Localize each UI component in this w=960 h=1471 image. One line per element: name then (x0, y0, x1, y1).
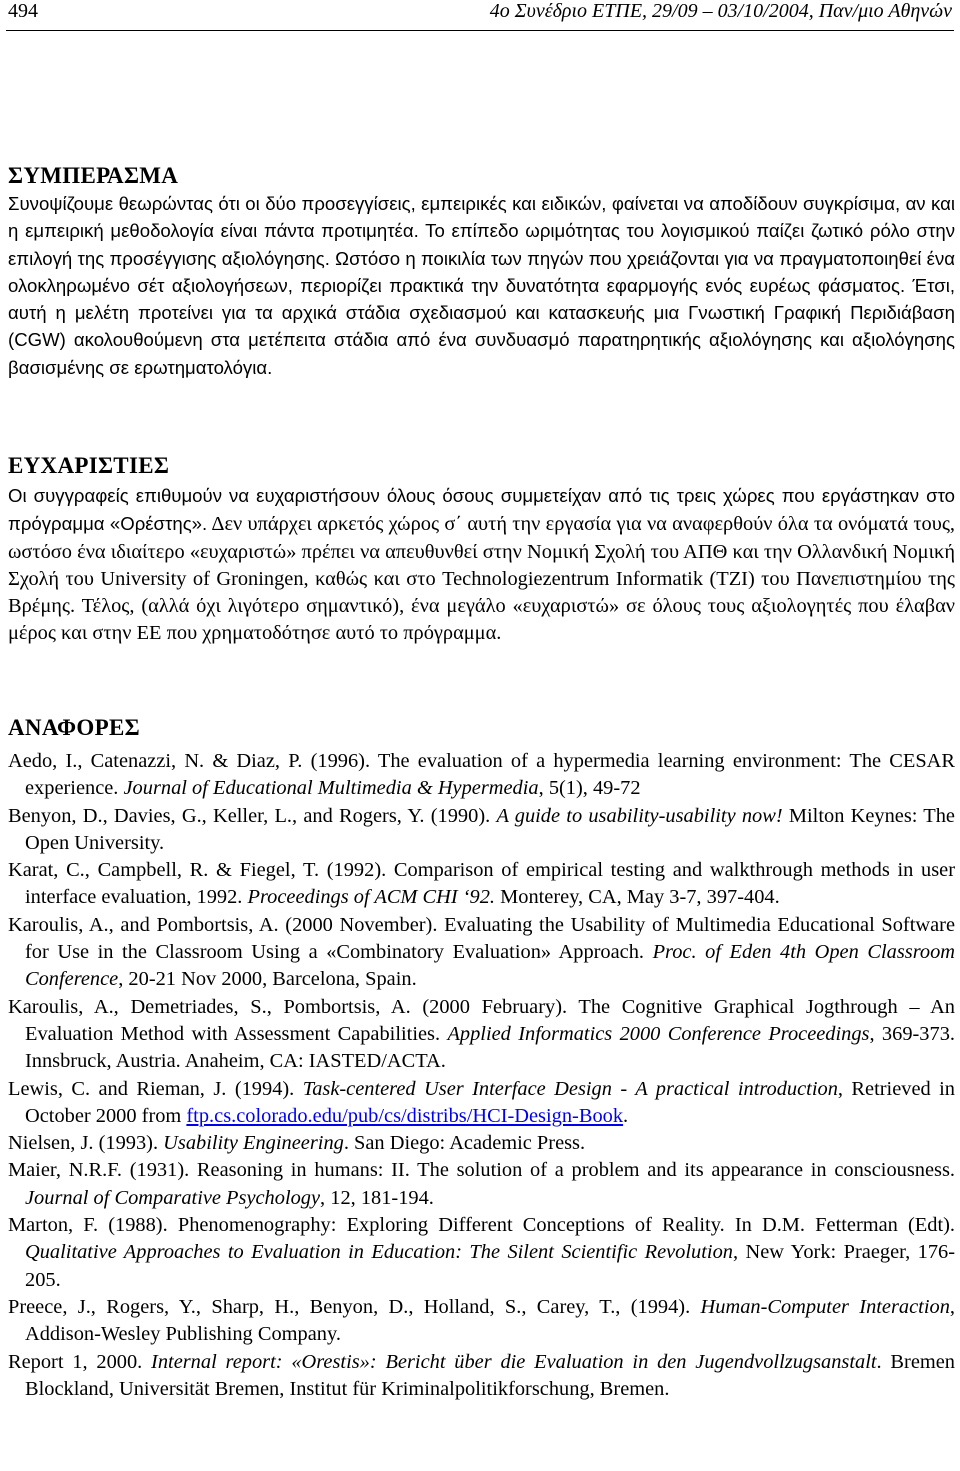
acknowledgements-sentence-2: Δεν υπάρχει αρκετός χώρος σ΄ αυτή την εργασία για να αναφερθούν όλα τα ονόματά τους, ωστόσο ένα ιδιαίτερο «ευχαριστώ» πρέπει να απευθυνθεί στην Νομική Σχολή του ΑΠΘ και την Ολλανδική Νομική Σχολή του University of Groningen, καθώς και στο Technologiezentrum Informatik (TZI) του Πανεπιστημίου της Βρέμης. Τέλος, (αλλά όχι λιγότερο σημαντικό), ένα μεγάλο «ευχαριστώ» σε όλους τους αξιολογητές που έλαβαν μέρος και στην ΕΕ που χρηματοδότησε αυτό το πρόγραμμα. (8, 513, 956, 645)
reference-item (8, 994, 955, 1076)
acknowledgements-section (8, 452, 955, 648)
reference-item (8, 912, 955, 994)
header-rule (6, 30, 954, 31)
reference-text: Lewis, C. and Rieman, J. (1994). (8, 1077, 303, 1100)
reference-text: Karoulis, A., Demetriades, S., Pombortsis, A. (2000 February). The Cognitive Graphical Jogthrough – An Evaluation Method with Assessment Capabilities. (8, 995, 955, 1045)
reference-source: Usability Engineering (163, 1132, 344, 1155)
reference-item (8, 748, 955, 803)
references-section (8, 714, 955, 1403)
reference-item (8, 1157, 955, 1212)
reference-source: Qualitative Approaches to Evaluation in Education: The Silent Scientific Revolution (25, 1241, 733, 1264)
conclusion-section (8, 162, 955, 381)
reference-item (8, 1130, 955, 1157)
acknowledgements-sentence-1: Οι συγγραφείς επιθυμούν να ευχαριστήσουν όλους όσους συμμετείχαν από τις τρεις χώρες που εργάστηκαν στο πρόγραμμα «Ορέστης». (8, 485, 955, 535)
reference-url-link[interactable]: ftp.cs.colorado.edu/pub/cs/distribs/HCI-Design-Book (186, 1104, 624, 1127)
reference-source: Journal of Educational Multimedia & Hypermedia (123, 777, 539, 800)
reference-source: Journal of Comparative Psychology (25, 1186, 321, 1209)
reference-item (8, 1212, 955, 1294)
reference-source: Applied Informatics 2000 Conference Proceedings (447, 1022, 870, 1045)
acknowledgements-heading: ΕΥΧΑΡΙΣΤΙΕΣ (8, 453, 170, 478)
reference-details: . Bremen Blockland, Universität Bremen, Institut für Kriminalpolitikforschung, Bremen. (25, 1350, 955, 1400)
reference-item (8, 1294, 955, 1349)
reference-source: Internal report: «Orestis»: Bericht über die Evaluation in den Jugendvollzugsanstalt (151, 1350, 877, 1373)
reference-text: Marton, F. (1988). Phenomenography: Exploring Different Conceptions of Reality. In D.M. Fetterman (Edt). (8, 1214, 955, 1237)
reference-details: , 369-373. Innsbruck, Austria. Anaheim, CA: IASTED/ACTA. (25, 1022, 955, 1073)
reference-text: Nielsen, J. (1993). (8, 1132, 164, 1155)
reference-details: . San Diego: Academic Press. (343, 1132, 586, 1155)
conclusion-heading: ΣΥΜΠΕΡΑΣΜΑ (8, 163, 179, 188)
reference-source: Proceedings of ACM CHI ‘92. (247, 886, 496, 909)
reference-details: , New York: Praeger, 176-205. (25, 1241, 956, 1291)
reference-details: , Addison-Wesley Publishing Company. (25, 1295, 955, 1346)
reference-text: Maier, N.R.F. (1931). Reasoning in humans: II. The solution of a problem and its appearance in consciousness. (8, 1159, 955, 1182)
reference-end: . (623, 1104, 629, 1127)
reference-text: Karoulis, A., and Pombortsis, A. (2000 November). Evaluating the Usability of Multimedia Educational Software for Use in the Classroom Using a «Combinatory Evaluation» Approach. (8, 913, 955, 964)
running-title: 4ο Συνέδριο ΕΤΠΕ, 29/09 – 03/10/2004, Παν/μιο Αθηνών (489, 0, 952, 22)
reference-details: Monterey, CA, May 3-7, 397-404. (495, 886, 780, 909)
reference-details: , 12, 181-194. (320, 1186, 434, 1209)
reference-source: Proc. of Eden 4th Open Classroom Conference (25, 941, 955, 991)
reference-text: Karat, C., Campbell, R. & Fiegel, T. (1992). Comparison of empirical testing and walkthrough methods in user interface evaluation, 1992. (8, 859, 955, 909)
reference-item (8, 803, 955, 858)
reference-source: Human-Computer Interaction (700, 1295, 950, 1318)
reference-text: Preece, J., Rogers, Y., Sharp, H., Benyon, D., Holland, S., Carey, T., (1994). (8, 1295, 701, 1318)
reference-text: Report 1, 2000. (8, 1350, 152, 1373)
page-header (0, 0, 960, 36)
acknowledgements-paragraph (8, 482, 955, 648)
references-heading: ΑΝΑΦΟΡΕΣ (8, 715, 140, 740)
reference-details: Milton Keynes: The Open University. (25, 804, 955, 854)
page-number: 494 (8, 0, 38, 22)
reference-item (8, 1349, 955, 1404)
reference-details: , Retrieved in October 2000 from (25, 1077, 955, 1127)
reference-details: , 20-21 Nov 2000, Barcelona, Spain. (118, 968, 417, 991)
conclusion-paragraph: Συνοψίζουμε θεωρώντας ότι οι δύο προσεγγίσεις, εμπειρικές και ειδικών, φαίνεται να αποδίδουν συγκρίσιμα, αν και η εμπειρική μεθοδολογία είναι πάντα προτιμητέα. Το επίπεδο ωριμότητας του λογισμικού παίζει ζωτικό ρόλο στην επιλογή της προσέγγισης αξιολόγησης. Ωστόσο η ποικιλία των πηγών που χρειάζονται για να πραγματοποιηθεί ένα ολοκληρωμένο σέτ αξιολογήσεων, περιορίζει πρακτικά την δυνατότητα εφαρμογής ενός ευρέως φάσματος. Έτσι, αυτή η μελέτη προτείνει για τα αρχικά στάδια σχεδιασμού και κατασκευής μια Γνωστική Γραφική Περιδιάβαση (CGW) ακολουθούμενη στα μετέπειτα στάδια από ένα συνδυασμό παρατηρητικής αξιολόγησης και αξιολόγησης βασισμένης σε ερωτηματολόγια. (8, 193, 955, 378)
reference-text: Benyon, D., Davies, G., Keller, L., and Rogers, Y. (1990). (8, 804, 497, 827)
reference-source: A guide to usability-usability now! (496, 804, 783, 827)
reference-item (8, 1076, 955, 1131)
reference-text: Aedo, I., Catenazzi, N. & Diaz, P. (1996). The evaluation of a hypermedia learning environment: The CESAR experience. (8, 750, 955, 800)
reference-source: Task-centered User Interface Design - A practical introduction (302, 1077, 838, 1100)
reference-item (8, 857, 955, 912)
reference-details: , 5(1), 49-72 (538, 777, 641, 800)
